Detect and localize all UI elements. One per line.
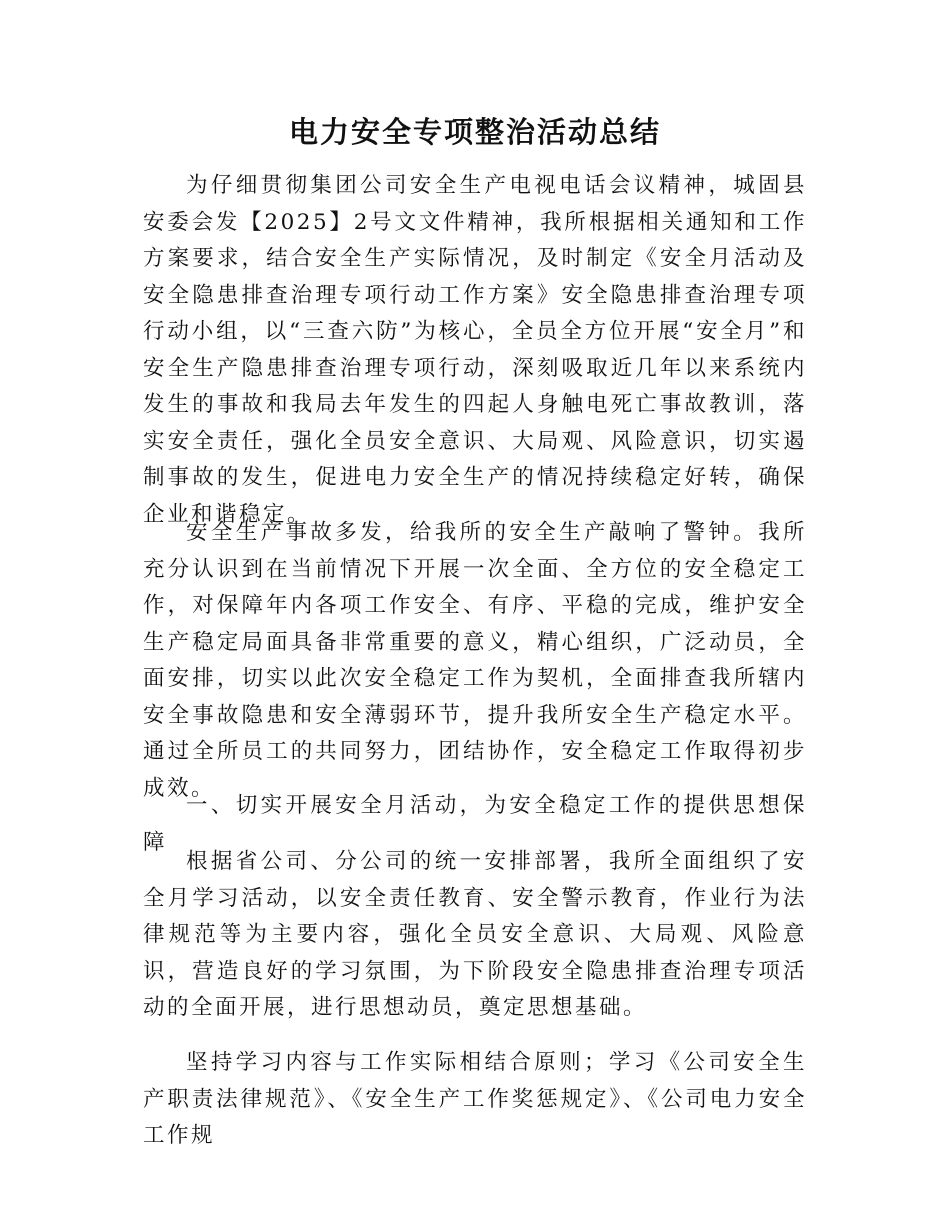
paragraph-3-block [143,844,807,1027]
paragraph-4-block [143,1045,807,1155]
paragraph-2: 安全生产事故多发，给我所的安全生产敲响了警钟。我所充分认识到在当前情况下开展一次全面、全方位的安全稳定工作，对保障年内各项工作安全、有序、平稳的完成，维护安全生产稳定局面具备非常重要的意义，精心组织，广泛动员，全面安排，切实以此次安全稳定工作为契机，全面排查我所辖内安全事故隐患和安全薄弱环节，提升我所安全生产稳定水平。通过全所员工的共同努力，团结协作，安全稳定工作取得初步成效。 [143,520,807,801]
paragraph-1-block [143,168,807,533]
section-heading-1: 一、切实开展安全月活动，为安全稳定工作的提供思想保障 [143,793,807,855]
paragraph-1: 为仔细贯彻集团公司安全生产电视电话会议精神，城固县安委会发【2025】2号文文件精神，我所根据相关通知和工作方案要求，结合安全生产实际情况，及时制定《安全月活动及安全隐患排查治理专项行动工作方案》安全隐患排查治理专项行动小组，以“三查六防”为核心，全员全方位开展“安全月”和安全生产隐患排查治理专项行动，深刻吸取近几年以来系统内发生的事故和我局去年发生的四起人身触电死亡事故教训，落实安全责任，强化全员安全意识、大局观、风险意识，切实遏制事故的发生，促进电力安全生产的情况持续稳定好转，确保企业和谐稳定。 [143,173,807,527]
paragraph-3: 根据省公司、分公司的统一安排部署，我所全面组织了安全月学习活动，以安全责任教育、安全警示教育，作业行为法律规范等为主要内容，强化全员安全意识、大局观、风险意识，营造良好的学习氛围，为下阶段安全隐患排查治理专项活动的全面开展，进行思想动员，奠定思想基础。 [143,849,807,1020]
paragraph-4: 坚持学习内容与工作实际相结合原则；学习《公司安全生产职责法律规范》、《安全生产工作奖惩规定》、《公司电力安全工作规 [143,1050,807,1148]
document-title: 电力安全专项整治活动总结 [288,115,661,149]
paragraph-2-block [143,515,807,807]
